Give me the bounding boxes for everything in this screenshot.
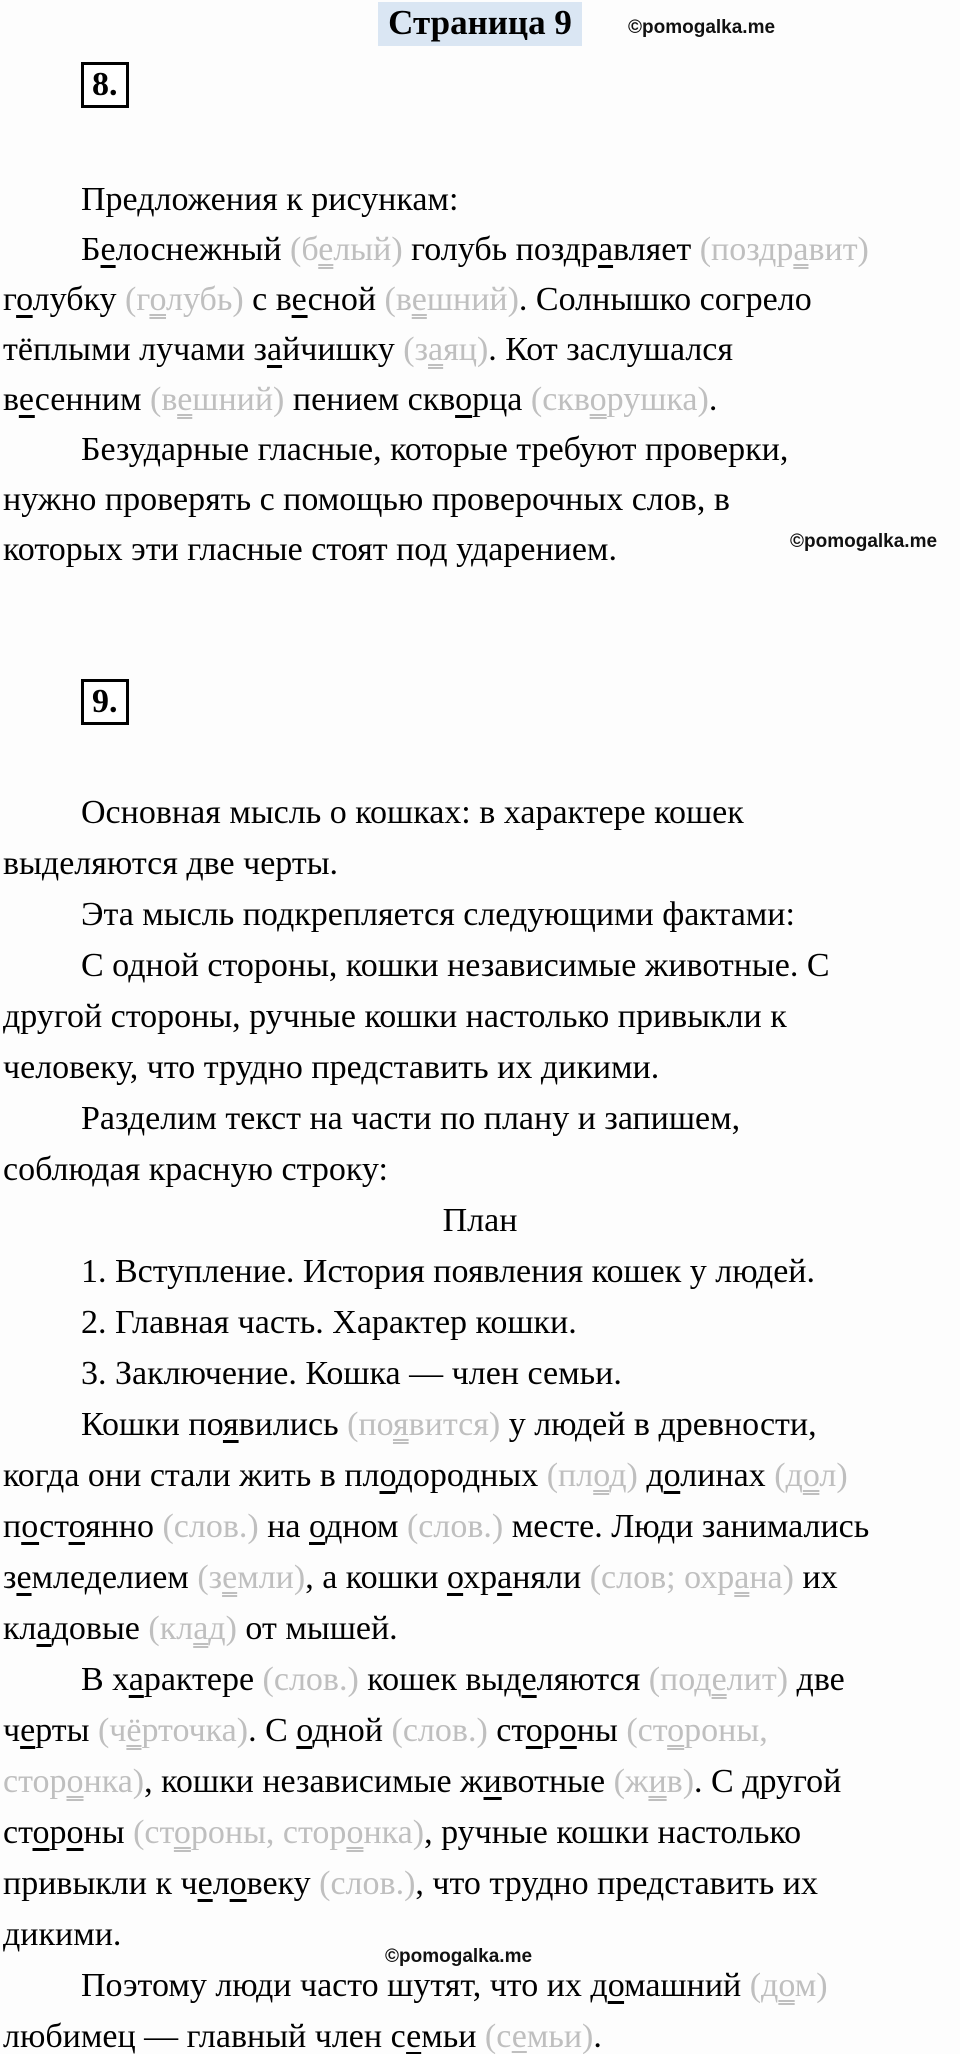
text-segment: ст [3,1814,33,1851]
text-segment: о [66,1814,84,1851]
text-segment: нужно проверять с помощью проверочных слов, в [3,481,730,518]
check-word-segment: нка) [83,1763,145,1800]
text-line [0,225,960,275]
check-word-segment: (по [347,1406,393,1443]
text-segment: о [607,1967,625,2004]
text-segment: е [521,1661,537,1698]
check-word-segment: (поздр [699,231,794,268]
check-word-segment: (слов; охр [589,1559,735,1596]
check-word-segment: л) [819,1457,848,1494]
text-segment: довые [51,1610,149,1647]
text-segment: . С другой [694,1763,842,1800]
text-segment: а [497,1559,513,1596]
check-word-segment: о [66,1763,84,1800]
check-word-segment: в) [666,1763,695,1800]
text-segment: лоснежный [115,231,291,268]
text-segment: веку [246,1865,320,1902]
text-line [0,889,960,940]
check-word-segment: е [411,281,427,318]
check-word-segment: (ч [97,1712,127,1749]
text-segment: вотные [501,1763,614,1800]
check-word-segment: лит) [726,1661,789,1698]
text-segment: В х [81,1661,129,1698]
exercise-8-text [0,175,960,575]
text-segment: п [3,1508,22,1545]
check-word-segment: (с [484,2018,512,2054]
text-line [0,425,960,475]
check-word-segment: о [346,1814,364,1851]
text-segment: ст [487,1712,526,1749]
check-word-segment: (кл [148,1610,194,1647]
text-segment: лубку [32,281,126,318]
check-word-segment: шний) [192,381,285,418]
check-word-segment: яц) [443,331,489,368]
text-line [0,1144,960,1195]
check-word-segment: (пл [546,1457,594,1494]
text-line [0,1756,960,1807]
check-word-segment: (скв [530,381,590,418]
text-segment: о [525,1712,543,1749]
text-segment: о [309,1508,326,1545]
check-word-segment: вится) [408,1406,501,1443]
text-segment: соблюдая красную строку: [3,1151,388,1188]
text-line [0,1552,960,1603]
text-segment: на [258,1508,310,1545]
text-segment: с в [243,281,292,318]
text-segment: человеку, что трудно представить их дикими. [3,1049,660,1086]
text-segment: , что трудно представить их [415,1865,818,1902]
text-segment: рты [35,1712,98,1749]
text-segment: о [16,281,33,318]
text-segment: привыкли к ч [3,1865,198,1902]
check-word-segment: (слов.) [406,1508,504,1545]
check-word-segment: (в [150,381,178,418]
page-header [0,0,960,48]
check-word-segment: (ст [133,1814,174,1851]
text-line [0,175,960,225]
text-segment: Безударные гласные, которые требуют проверки, [81,431,789,468]
check-word-segment: о [667,1712,685,1749]
text-segment: Кошки по [81,1406,223,1443]
text-segment: е [16,1559,32,1596]
text-line [0,1093,960,1144]
text-segment: План [442,1202,518,1239]
text-line [0,1348,960,1399]
text-segment: е [100,231,116,268]
text-segment: няли [512,1559,590,1596]
text-segment: ляются [536,1661,649,1698]
text-segment: р [542,1712,560,1749]
text-segment: , кошки независимые ж [144,1763,484,1800]
text-segment: а [128,1661,144,1698]
exercise-9-number-badge: 9. [81,679,129,725]
text-segment: л [212,1865,230,1902]
text-segment: дородных [395,1457,547,1494]
text-segment: когда они стали жить в пл [3,1457,380,1494]
text-line [0,1450,960,1501]
check-word-segment: роны, [684,1712,768,1749]
check-word-segment: д) [208,1610,237,1647]
text-segment: мледелием [31,1559,198,1596]
text-segment: С одной стороны, кошки независимые животные. С [81,947,830,984]
text-segment: . [708,381,718,418]
text-segment: , ручные кошки настолько [424,1814,802,1851]
text-segment: выделяются две черты. [3,845,339,882]
check-word-segment: мли) [237,1559,306,1596]
check-word-segment: мьи) [526,2018,594,2054]
watermark-top: ©pomogalka.me [628,17,776,38]
check-word-segment: д) [609,1457,638,1494]
text-segment: кл [3,1610,37,1647]
text-segment: сенним [34,381,150,418]
text-segment: Основная мысль о кошках: в характере кошек [81,794,744,831]
text-segment: а [36,1610,52,1647]
check-word-segment: е [222,1559,238,1596]
text-line [0,787,960,838]
check-word-segment: (з [403,331,429,368]
text-line [0,1654,960,1705]
text-segment: линах [680,1457,775,1494]
text-line [0,1297,960,1348]
check-word-segment: (д [774,1457,803,1494]
check-word-segment: а [193,1610,209,1647]
text-segment: голубь поздр [402,231,598,268]
text-line [0,1246,960,1297]
check-word-segment: м) [794,1967,828,2004]
text-segment: о [296,1712,313,1749]
text-segment: их [793,1559,838,1596]
check-word-segment: лубь) [166,281,244,318]
text-segment: г [3,281,17,318]
check-word-segment: о [173,1814,191,1851]
text-segment: о [68,1508,85,1545]
check-word-segment: е [711,1661,727,1698]
text-segment: е [406,2018,422,2054]
exercise-8-number-badge: 8. [81,62,129,108]
check-word-segment: (д [749,1967,779,2004]
check-word-segment: о [778,1967,795,2004]
check-word-segment: стор [3,1763,67,1800]
text-segment: е [20,1712,36,1749]
text-segment: е [18,381,35,418]
check-word-segment: о [149,281,167,318]
text-line [0,1807,960,1858]
text-segment: 2. Главная часть. Характер кошки. [81,1304,577,1341]
text-segment: я [222,1406,239,1443]
check-word-segment: вит) [808,231,869,268]
check-word-segment: рушка) [606,381,709,418]
text-segment: вляет [613,231,700,268]
text-segment: 1. Вступление. История появления кошек у людей. [81,1253,815,1290]
check-word-segment: (под [648,1661,712,1698]
check-word-segment: ё [126,1712,142,1749]
text-segment: 3. Заключение. Кошка — член семьи. [81,1355,622,1392]
text-segment: в [3,381,19,418]
check-word-segment: о [589,381,607,418]
text-segment: рца [472,381,531,418]
text-segment: хр [463,1559,498,1596]
text-line [0,1501,960,1552]
check-word-segment: е [177,381,193,418]
text-segment: д [637,1457,664,1494]
text-segment: е [291,281,308,318]
text-line [0,940,960,991]
check-word-segment: а [793,231,809,268]
text-line [0,991,960,1042]
text-segment: Разделим текст на части по плану и запишем, [81,1100,741,1137]
text-segment: кошек выд [358,1661,522,1698]
check-word-segment: (з [197,1559,223,1596]
text-segment: о [455,381,473,418]
text-segment: Предложения к рисункам: [81,181,459,218]
check-word-segment: о [802,1457,820,1494]
text-segment: и [483,1763,502,1800]
text-segment: дной [312,1712,392,1749]
check-word-segment: лый) [333,231,403,268]
text-segment: а [266,331,283,368]
check-word-segment: (ж [613,1763,649,1800]
text-segment: о [379,1457,396,1494]
text-segment: з [3,1559,17,1596]
text-segment: а [597,231,614,268]
text-segment: Эта мысль подкрепляется следующими фактами: [81,896,795,933]
check-word-segment: роны, стор [190,1814,347,1851]
check-word-segment: (г [125,281,150,318]
text-line [0,2011,960,2054]
check-word-segment: (слов.) [262,1661,359,1698]
text-line [0,1195,960,1246]
text-segment: ны [83,1814,134,1851]
text-segment: от мышей. [236,1610,398,1647]
watermark-middle: ©pomogalka.me [790,531,938,552]
check-word-segment: (слов.) [319,1865,416,1902]
text-line [0,275,960,325]
check-word-segment: я [392,1406,409,1443]
text-segment: о [663,1457,681,1494]
check-word-segment: (б [290,231,319,268]
check-word-segment: е [318,231,334,268]
text-segment: е [197,1865,213,1902]
text-segment: дикими. [3,1916,122,1953]
check-word-segment: (в [384,281,412,318]
text-segment: о [559,1712,577,1749]
text-segment: сной [307,281,385,318]
text-segment: . [593,2018,602,2054]
text-segment: , а кошки [305,1559,447,1596]
check-word-segment: о [593,1457,610,1494]
text-segment: . Солнышко согрело [518,281,812,318]
text-segment: которых эти гласные стоят под ударением. [3,531,617,568]
text-segment: другой стороны, ручные кошки настолько привыкли к [3,998,787,1035]
page-title: Страница 9 [378,2,582,46]
check-word-segment: а [734,1559,750,1596]
text-line [0,1603,960,1654]
text-segment: дном [325,1508,407,1545]
text-segment: рактере [143,1661,263,1698]
text-segment: . С [248,1712,297,1749]
text-segment: ч [3,1712,21,1749]
text-segment: машний [624,1967,750,2004]
check-word-segment: а [428,331,444,368]
text-segment: Поэтому люди часто шутят, что их д [81,1967,608,2004]
text-segment: две [788,1661,845,1698]
text-segment: у людей в древности, [500,1406,817,1443]
text-line [0,838,960,889]
text-line [0,1042,960,1093]
text-segment: Б [81,231,101,268]
exercise-9-text [0,787,960,2054]
check-word-segment: е [511,2018,527,2054]
text-segment: месте. Люди занимались [503,1508,870,1545]
text-segment: янно [84,1508,163,1545]
text-segment: о [229,1865,247,1902]
check-word-segment: (слов.) [391,1712,488,1749]
check-word-segment: шний) [426,281,519,318]
text-segment: о [446,1559,464,1596]
text-line [0,1705,960,1756]
check-word-segment: нка) [363,1814,425,1851]
text-line [0,1858,960,1909]
text-segment: пением скв [284,381,456,418]
text-segment: мьи [421,2018,485,2054]
check-word-segment: (слов.) [162,1508,259,1545]
text-line [0,475,960,525]
text-segment: вились [238,1406,348,1443]
check-word-segment: рточка) [141,1712,249,1749]
text-line [0,1399,960,1450]
text-segment: йчишку [282,331,404,368]
text-line [0,325,960,375]
text-segment: о [21,1508,40,1545]
text-segment: любимец — главный член с [3,2018,407,2054]
check-word-segment: (ст [626,1712,668,1749]
check-word-segment: и [648,1763,667,1800]
text-segment: р [49,1814,67,1851]
watermark-bottom: ©pomogalka.me [385,1946,533,1967]
text-segment: ст [39,1508,69,1545]
text-segment: о [32,1814,50,1851]
text-segment: ны [576,1712,627,1749]
text-segment: . Кот заслушался [488,331,734,368]
text-line [0,375,960,425]
check-word-segment: на) [749,1559,794,1596]
text-segment: тёплыми лучами з [3,331,267,368]
